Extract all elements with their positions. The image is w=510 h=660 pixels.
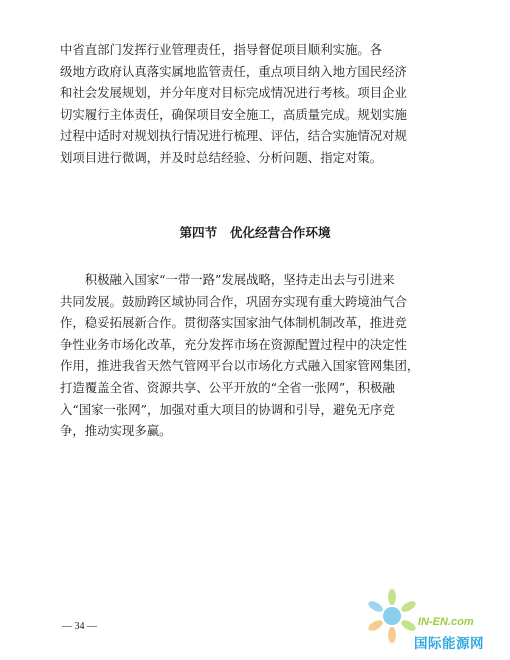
text-line: 共同发展。鼓励跨区域协同合作，巩固夯实现有重大跨境油气合 [60, 293, 407, 309]
text-line: 争，推动实现多赢。 [60, 423, 172, 439]
text-line: 争性业务市场化改革，充分发挥市场在资源配置过程中的决定性 [60, 336, 407, 352]
body-paragraph [60, 39, 452, 169]
text-line: 中省直部门发挥行业管理责任，指导督促项目顺利实施。各 [60, 42, 383, 57]
page-number: — 34 — [62, 621, 97, 632]
text-line: 切实履行主体责任，确保项目安全施工，高质量完成。规划实施 [60, 106, 407, 122]
sun-logo-icon [362, 586, 422, 646]
text-line: 作用，推进我省天然气管网平台以市场化方式融入国家管网集团， [60, 358, 420, 374]
watermark-brand-cn: 国际能源网 [414, 636, 484, 652]
text-line: 积极融入国家“一带一路”发展战略，坚持走出去与引进来 [60, 272, 395, 287]
text-line: 划项目进行微调，并及时总结经验、分析问题、指定对策。 [60, 149, 383, 165]
section-heading: 第四节 优化经营合作环境 [179, 225, 331, 240]
text-line: 打造覆盖全省、资源共享、公平开放的“全省一张网”，积极融 [60, 379, 395, 395]
text-line: 过程中适时对规划执行情况进行梳理、评估，结合实施情况对规 [60, 128, 407, 144]
body-paragraph [60, 269, 452, 442]
text-line: 级地方政府认真落实属地监管责任，重点项目纳入地方国民经济 [60, 63, 407, 79]
watermark-logo [362, 574, 508, 658]
text-line: 作，稳妥拓展新合作。贯彻落实国家油气体制机制改革，推进竞 [60, 315, 407, 331]
watermark-brand-en: IN-EN.com [418, 616, 474, 628]
text-line: 入“国家一张网”，加强对重大项目的协调和引导，避免无序竞 [60, 401, 395, 417]
text-line: 和社会发展规划，并分年度对目标完成情况进行考核。项目企业 [60, 85, 407, 101]
